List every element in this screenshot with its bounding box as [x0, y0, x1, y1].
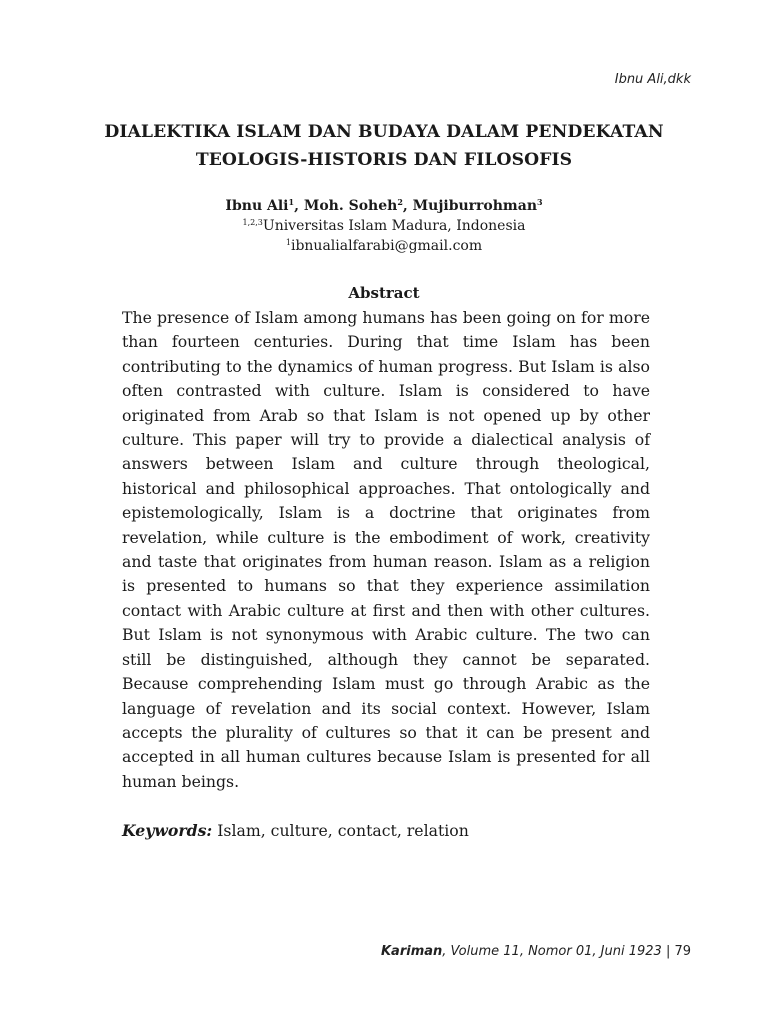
footer-separator: |: [665, 944, 675, 959]
journal-details: , Volume 11, Nomor 01, Juni 1923: [442, 944, 666, 959]
page-footer: [381, 944, 691, 959]
keywords-label: Keywords:: [122, 821, 213, 840]
affiliation-sup: 1,2,3: [242, 218, 263, 227]
page-number: 79: [674, 944, 691, 959]
journal-name: Kariman: [380, 944, 443, 959]
running-head: Ibnu Ali,dkk: [614, 72, 691, 87]
title-line-1: DIALEKTIKA ISLAM DAN BUDAYA DALAM PENDEKATAN: [104, 122, 664, 142]
author-block: [0, 196, 768, 256]
affiliation: [0, 216, 768, 236]
paper-title: [0, 118, 768, 174]
author-names: Ibnu Ali$^1$, Moh. Soheh$^2$, Mujiburrohman$^3$: [225, 197, 543, 214]
author-2-sup: 2: [397, 197, 403, 207]
email: [0, 236, 768, 256]
author-2: Moh. Soheh: [303, 198, 398, 214]
keywords-text: Islam, culture, contact, relation: [212, 821, 469, 840]
email-sup: 1: [285, 238, 291, 247]
abstract-heading: Abstract: [348, 284, 420, 302]
author-3: Mujiburrohman: [412, 198, 537, 214]
author-1-sup: 1: [288, 197, 295, 207]
author-3-sup: 3: [537, 197, 543, 207]
keywords: [122, 819, 650, 843]
author-1: Ibnu Ali: [225, 198, 289, 214]
affiliation-text: Universitas Islam Madura, Indonesia: [262, 218, 526, 234]
abstract-body: The presence of Islam among humans has been going on for more than fourteen centuries. During that time Islam has been contributing to the dynamics of human progress. But Islam is also often contrasted with culture. Islam is considered to have originated from Arab so that Islam is not opened up by other culture. This paper will try to provide a dialectical analysis of answers between Islam and culture through theological, historical and philosophical approaches. That ontologically and epistemologically, Islam is a doctrine that originates from revelation, while culture is the embodiment of work, creativity and taste that originates from human reason. Islam as a religion is presented to humans so that they experience assimilation contact with Arabic culture at first and then with other cultures. But Islam is not synonymous with Arabic culture. The two can still be distinguished, although they cannot be separated. Because comprehending Islam must go through Arabic as the language of revelation and its social context. However, Islam accepts the plurality of cultures so that it can be present and accepted in all human cultures because Islam is presented for all human beings.: [122, 308, 650, 791]
email-text: ibnualialfarabi@gmail.com: [290, 238, 483, 254]
title-line-2: TEOLOGIS-HISTORIS DAN FILOSOFIS: [195, 150, 573, 170]
